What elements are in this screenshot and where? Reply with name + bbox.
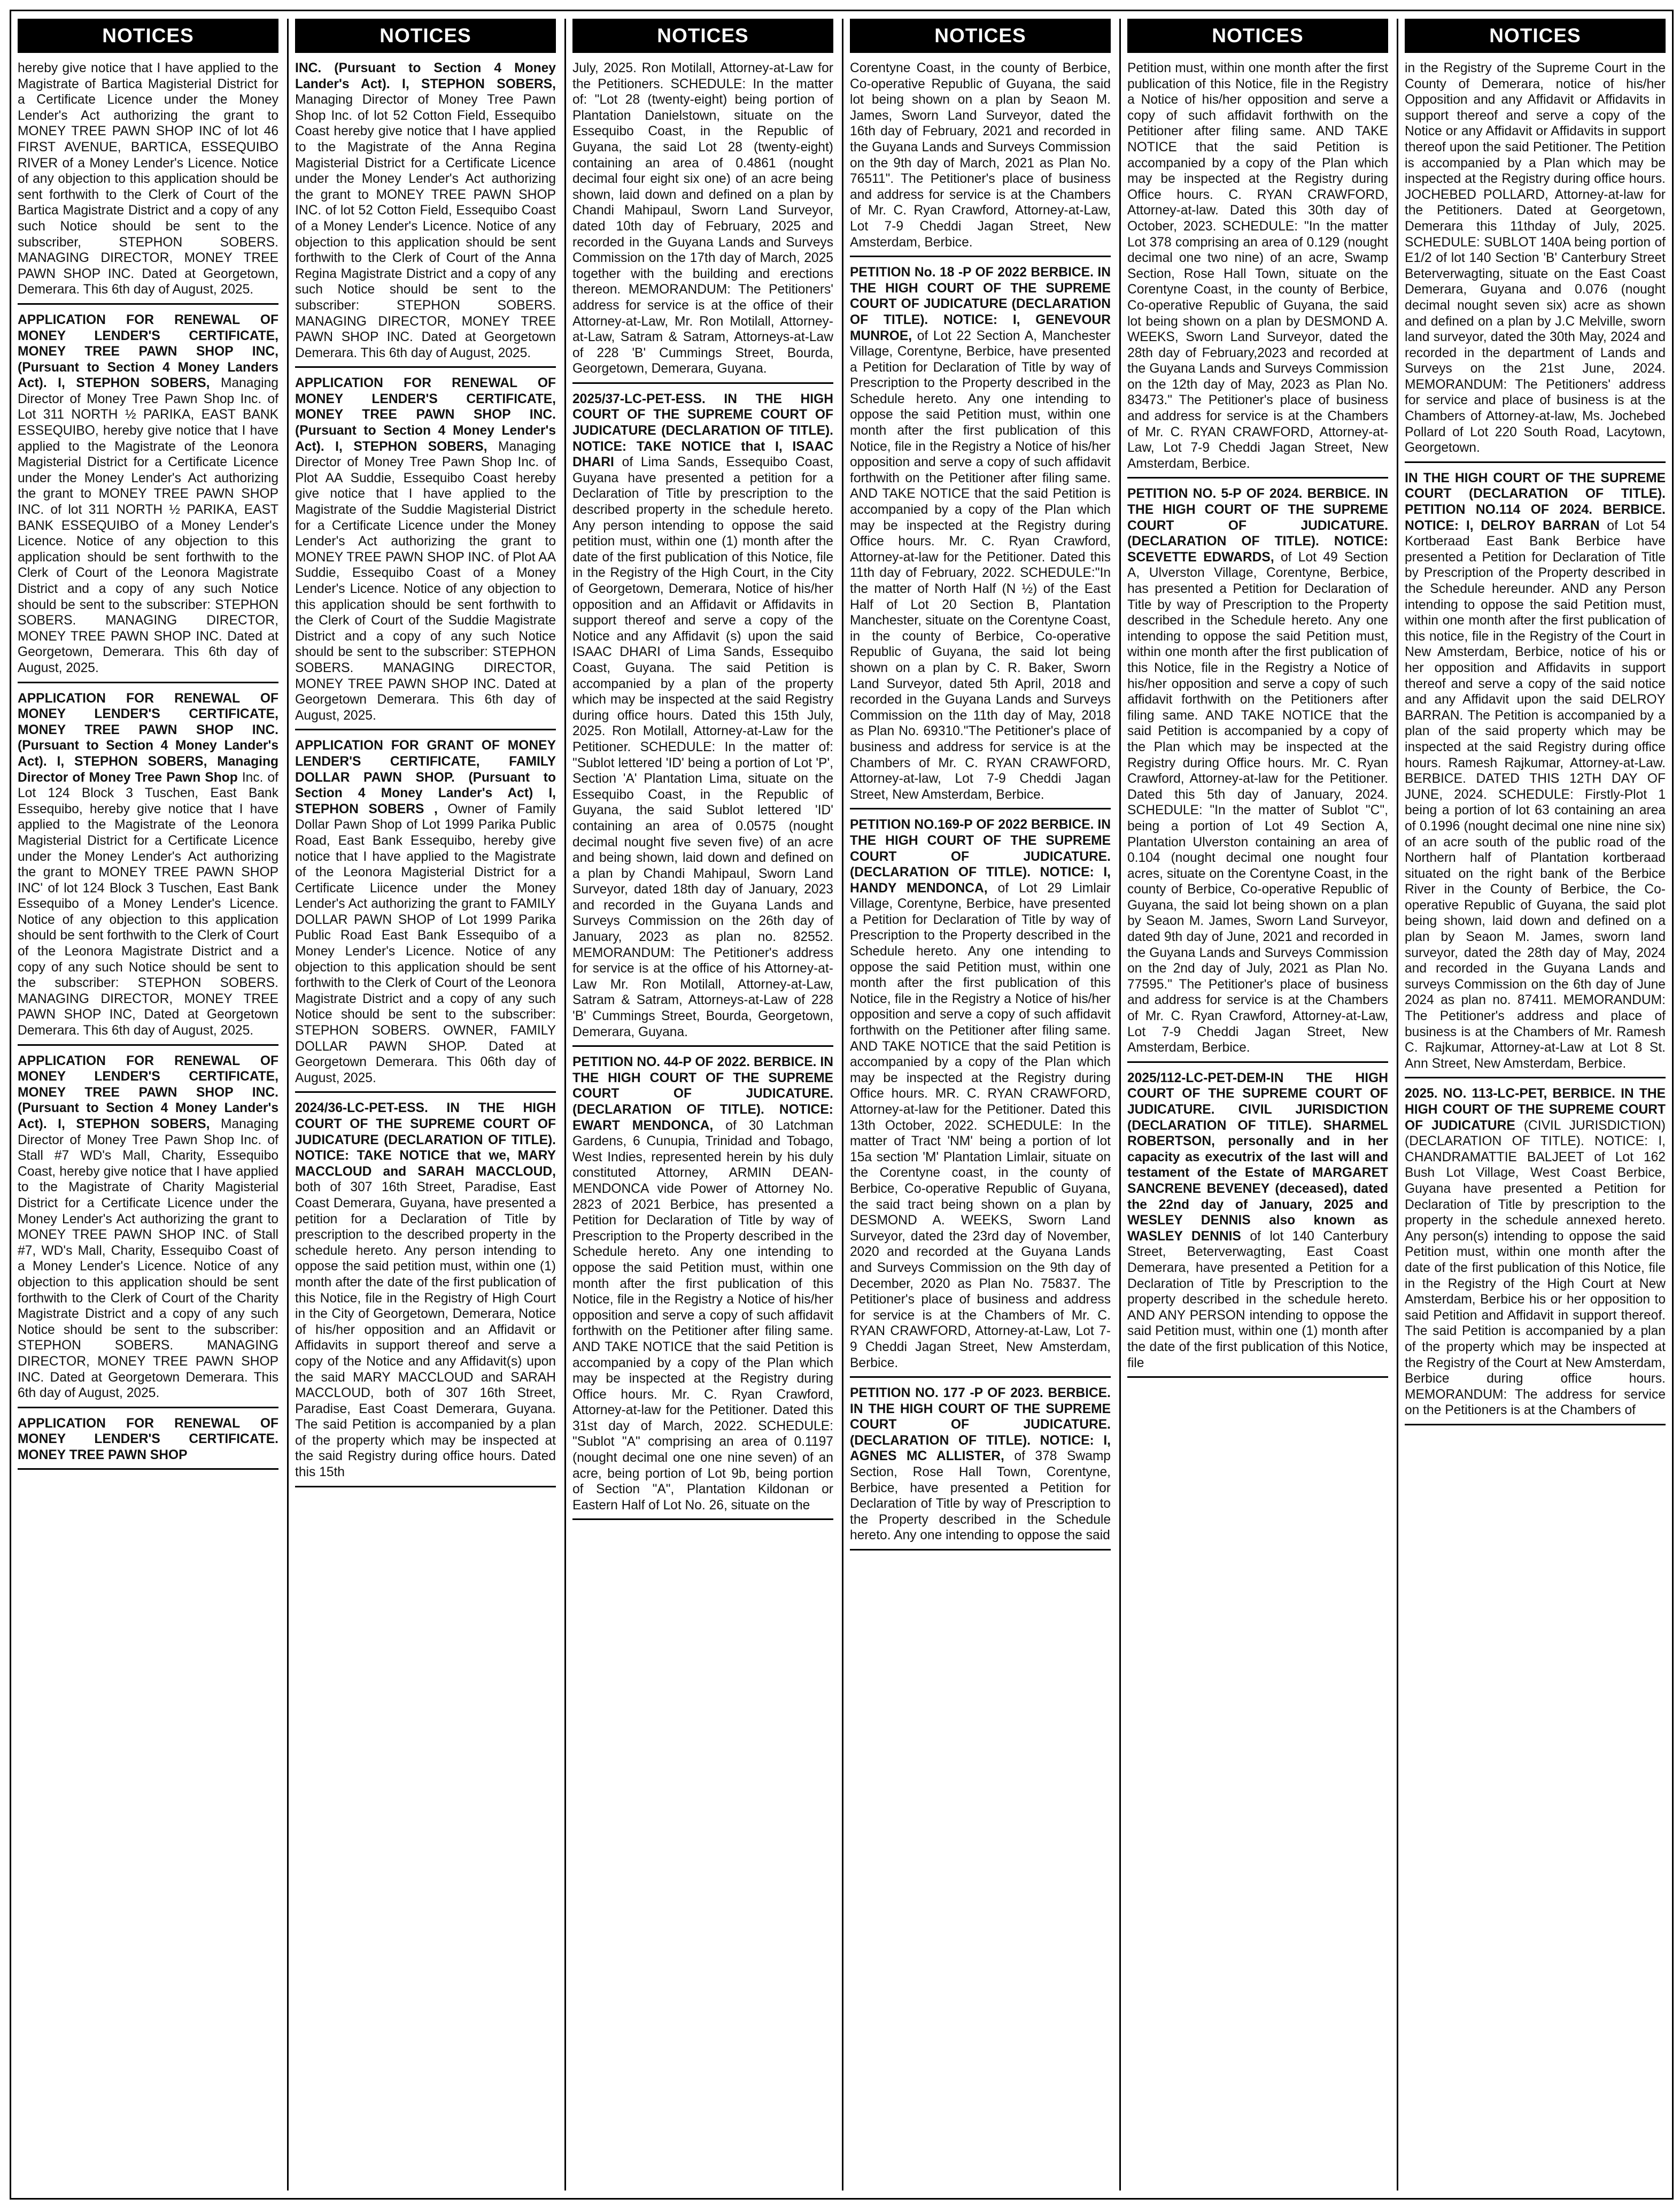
legal-notice [850, 263, 1111, 809]
notice-heading: PETITION NO. 5-P OF 2024. BERBICE. IN THE HIGH COURT OF THE SUPREME COURT OF JUDICATURE. (DECLARATION OF TITLE). NOTICE: SCEVETTE EDWARDS, [1127, 487, 1388, 565]
notice-heading: PETITION NO. 177 -P OF 2023. BERBICE. IN THE HIGH COURT OF THE SUPREME COURT OF JUDICATURE. (DECLARATION OF TITLE). NOTICE: I, AGNES MC ALLISTER, [850, 1386, 1111, 1464]
notice-text: in the Registry of the Supreme Court in the County of Demerara, notice of his/her Opposition and any Affidavit or Affidavits in support thereof and serve a copy of the Notice or any Affidavit or Affidavits in support thereof upon the said Petitioner. The Petition is accompanied by a Plan which may be inspected at the Registry during office hours. JOCHEBED POLLARD, Attorney-at-law for the Petitioners. Dated at Georgetown, Demerara this 11thday of July, 2025. SCHEDULE: SUBLOT 140A being portion of E1/2 of lot 140 Section 'B' Canterbury Street Beterverwagting, situate on the East Coast Demerara, Guyana and 0.076 (nought decimal nought seven six) acre as shown and defined on a plan by J.C Melville, sworn land surveyor, dated the 30th May, 2024 and recorded in the department of Lands and Surveys on the 21st June, 2024. MEMORANDUM: The Petitioners' address for service and place of business is at the Chambers of Attorney-at-law, Ms. Jochebed Pollard of Lot 220 South Road, Lacytown, Georgetown. [1405, 61, 1666, 456]
notices-column-4 [850, 19, 1111, 2190]
notice-heading: APPLICATION FOR RENEWAL OF MONEY LENDER'S CERTIFICATE, MONEY TREE PAWN SHOP INC. (Pursuant to Section 4 Money Lender's Act). I, STEPHON SOBERS, [295, 376, 556, 454]
column-body [1127, 58, 1388, 1378]
notices-column-3 [572, 19, 833, 2190]
column-header: NOTICES [572, 19, 833, 53]
notice-heading: APPLICATION FOR RENEWAL OF MONEY LENDER'S CERTIFICATE. MONEY TREE PAWN SHOP [18, 1416, 278, 1462]
legal-notice [572, 1052, 833, 1520]
notices-column-5 [1127, 19, 1388, 2190]
notice-text: July, 2025. Ron Motilall, Attorney-at-Law for the Petitioners. SCHEDULE: In the matter of: "Lot 28 (twenty-eight) being portion of Plantation Danielstown, situate on the Essequibo Coast, in the Republic of Guyana, the said Lot 28 (twenty-eight) containing an area of 0.4861 (nought decimal four eight six one) of an acre being shown, laid down and defined on a plan by Chandi Mahipaul, Sworn Land Surveyor, dated 10th day of February, 2025 and recorded in the Guyana Lands and Surveys Commission on the 17th day of March, 2025 together with the building and erections thereon. MEMORANDUM: The Petitioners' address for service is at the office of their Attorney-at-Law, Mr. Ron Motilall, Attorney-at-Law, Satram & Satram, Attorneys-at-Law of 228 'B' Cummings Street, Bourda, Georgetown, Demerara, Guyana. [572, 61, 833, 376]
notice-text: (CIVIL JURISDICTION) (DECLARATION OF TITLE). NOTICE: I, CHANDRAMATTIE BALJEET of Lot 162 Bush Lot Village, West Coast Berbice, Guyana have presented a Petition for Declaration of Title by prescription to the property in the schedule annexed hereto. Any person(s) intending to oppose the said Petition must, within one month after the date of the first publication of this Notice, file in the Registry of the High Court at New Amsterdam, Berbice his or her opposition to said Petition and Affidavit in support thereof. The said Petition is accompanied by a plan of the property which may be inspected at the Registry of the Court at New Amsterdam, Berbice during office hours. MEMORANDUM: The address for service on the Petitioners is at the Chambers of [1405, 1118, 1666, 1418]
legal-notice [295, 1098, 556, 1487]
notice-text: Inc. of Lot 124 Block 3 Tuschen, East Bank Essequibo, hereby give notice that I have applied to the Magistrate of the Leonora Magisterial District for a Certificate Licence under the Money Lender's Act authorizing the grant to MONEY TREE PAWN SHOP INC' of lot 124 Block 3 Tuschen, East Bank Essequibo of a Money Lender's Licence. Notice of any objection to this application should be sent forthwith to the Clerk of Court of the Leonora Magistrate District and a copy of any such Notice should be sent to the subscriber: STEPHON SOBERS. MANAGING DIRECTOR, MONEY TREE PAWN SHOP INC, Dated at Georgetown Demerara. This 6th day of August, 2025. [18, 770, 278, 1038]
legal-notice [850, 1383, 1111, 1551]
legal-notice [1127, 484, 1388, 1062]
legal-notice [295, 58, 556, 368]
notice-text: of 30 Latchman Gardens, 6 Cunupia, Trinidad and Tobago, West Indies, represented herein by his duly constituted Attorney, ARMIN DEAN-MENDONCA vide Power of Attorney No. 2823 of 2021 Berbice, has presented a Petition for Declaration of Title by way of Prescription to the Property described in the Schedule hereto. Any one intending to oppose the said Petition must, within one month after the first publication of this Notice, file in the Registry a Notice of his/her opposition and serve a copy of such affidavit forthwith on the Petitioner after filing same. AND TAKE NOTICE that the said Petition is accompanied by a copy of the Plan which may be inspected at the Registry during Office hours. Mr. C. Ryan Crawford, Attorney-at-law for the Petitioner. Dated this 31st day of March, 2022. SCHEDULE: "Sublot "A" comprising an area of 0.1197 (nought decimal one one nine seven) of an acre, being portion of Lot 9b, being portion of Section "A", Plantation Kildonan or Eastern Half of Lot No. 26, situate on the [572, 1118, 833, 1513]
legal-notice [18, 689, 278, 1046]
notice-heading: APPLICATION FOR RENEWAL OF MONEY LENDER'S CERTIFICATE, MONEY TREE PAWN SHOP INC. (Pursuant to Section 4 Money Lander's Act). I, STEPHON SOBERS, [18, 1053, 278, 1131]
column-divider [1397, 19, 1398, 2190]
notices-column-6 [1405, 19, 1666, 2190]
notice-heading: 2025/112-LC-PET-DEM-IN THE HIGH COURT OF THE SUPREME COURT OF JUDICATURE. CIVIL JURISDICTION (DECLARATION OF TITLE). SHARMEL ROBERTSON, personally and in her capacity as executrix of the last will and testament of the Estate of MARGARET SANCRENE BEVENEY (deceased), dated the 22nd day of January, 2025 and WESLEY DENNIS also known as WASLEY DENNIS [1127, 1070, 1388, 1244]
notice-text: Petition must, within one month after the first publication of this Notice, file in the Registry a Notice of his/her opposition and serve a copy of such affidavit forthwith on the Petitioner after filing same. AND TAKE NOTICE that the said Petition is accompanied by a copy of the Plan which may be inspected at the Registry during Office hours. C. RYAN CRAWFORD, Attorney-at-law. Dated this 30th day of October, 2023. SCHEDULE: "In the matter Lot 378 comprising an area of 0.129 (nought decimal one two nine) of an acre, Swamp Section, Rose Hall Town, situate on the Corentyne Coast, in the county of Berbice, Co-operative Republic of Guyana, the said lot being shown on a plan by DESMOND A. WEEKS, Sworn Land Surveyor, dated the 28th day of February,2023 and recorded at the Guyana Lands and Surveys Commission on the 12th day of May, 2023 as Plan No. 83473." The Petitioner's place of business and address for service is at the Chambers of Mr. C. RYAN CRAWFORD, Attorney-at-Law, Lot 7-9 Cheddi Jagan Street, New Amsterdam, Berbice. [1127, 61, 1388, 471]
column-divider [842, 19, 843, 2190]
notice-text: of Lot 54 Kortberaad East Bank Berbice have presented a Petition for Declaration of Title by Prescription of the Property described in the Schedule hereunder. AND any Person intending to oppose the said Petition must, within one month after the first publication of this notice, file in the Registry of the Court in New Amsterdam, Berbice, notice of his or her opposition and Affidavits in support thereof and serve a copy of the said notice and any Affidavit upon the said DELROY BARRAN. The Petition is accompanied by a plan of the said property which may be inspected at the said Registry during office hours. Ramesh Rajkumar, Attorney-at-Law. BERBICE. DATED THIS 12TH DAY OF JUNE, 2024. SCHEDULE: Firstly-Plot 1 being a portion of lot 63 containing an area of 0.1996 (nought decimal one nine nine six) of an acre south of the public road of the Northern half of Plantation kortberaad situated on the right bank of the Berbice River in the County of Berbice, the Co-operative Republic of Guyana, the said plot being shown, laid down and defined on a plan by Seaon M. James, sworn land surveyor, dated the 28th day of May, 2024 and recorded in the Guyana Lands and surveys Commission on the 6th day of June 2024 as plan no. 87411. MEMORANDUM: The Petitioner's address and place of business is at the Chambers of Mr. Ramesh C. Rajkumar, Attorney-at-Law at Lot 8 St. Ann Street, New Amsterdam, Berbice. [1405, 518, 1666, 1071]
notice-text: both of 307 16th Street, Paradise, East Coast Demerara, Guyana, have presented a petition for a Declaration of Title by prescription to the described property in the schedule hereto. Any person intending to oppose the said petition must, within one (1) month after the date of the first publication of this Notice, file in the Registry of High Court in the City of Georgetown, Demerara, Notice of his/her opposition and an Affidavit or Affidavits in support thereof and serve a copy of the Notice and any Affidavit(s) upon the said MARY MACCLOUD and SARAH MACCLOUD, both of 307 16th Street, Paradise, East Coast Demerara, Guyana. The said Petition is accompanied by a plan of the property which may be inspected at the said Registry during office hours. Dated this 15th [295, 1180, 556, 1480]
notice-text: of 378 Swamp Section, Rose Hall Town, Corentyne, Berbice, have presented a Petition for Declaration of Title by way of Prescription to the Property described in the Schedule hereto. Any one intending to oppose the said [850, 1449, 1111, 1543]
notice-text: Managing Director of Money Tree Pawn Shop Inc. of Plot AA Suddie, Essequibo Coast hereby give notice that I have applied to the Magistrate of the Suddie Magisterial District for a Certificate Licence under the Money Lender's Act authorizing the grant to MONEY TREE PAWN SHOP INC. of Plot AA Suddie, Essequibo Coast of a Money Lender's Licence. Notice of any objection to this application should be sent forthwith to the Clerk of Court of the Suddie Magistrate District and a copy of any such Notice should be sent to the subscriber: STEPHON SOBERS. MANAGING DIRECTOR, MONEY TREE PAWN SHOP INC. Dated at Georgetown Demerara. This 6th day of August, 2025. [295, 439, 556, 723]
legal-notice [572, 389, 833, 1047]
notice-text: Owner of Family Dollar Pawn Shop of Lot 1999 Parika Public Road, East Bank Essequibo, hereby give notice that I have applied to the Magistrate of the Leonora Magisterial District for a Certificate Liicence under the Money Lender's Act authorizing the grant to FAMILY DOLLAR PAWN SHOP of Lot 1999 Parika Public Road East Bank Essequibo of a Money Lender's Licence. Notice of any objection to this application should be sent forthwith to the Clerk of Court of the Leonora Magistrate District and a copy of any such Notice should be sent to the subscriber: STEPHON SOBERS. OWNER, FAMILY DOLLAR PAWN SHOP. Dated at Georgetown Demerara. This 06th day of August, 2025. [295, 801, 556, 1085]
notice-heading: 2025/37-LC-PET-ESS. IN THE HIGH COURT OF THE SUPREME COURT OF JUDICATURE (DECLARATION OF TITLE). NOTICE: TAKE NOTICE that I, ISAAC DHARI [572, 391, 833, 470]
legal-notice [1405, 1084, 1666, 1425]
column-divider [287, 19, 289, 2190]
notice-heading: IN THE HIGH COURT OF THE SUPREME COURT (DECLARATION OF TITLE). PETITION NO.114 OF 2024. BERBICE. NOTICE: I, DELROY BARRAN [1405, 470, 1666, 533]
notice-heading: 2025. NO. 113-LC-PET, BERBICE. IN THE HIGH COURT OF THE SUPREME COURT OF JUDICATURE [1405, 1086, 1666, 1133]
notice-text: Managing Director of Money Tree Pawn Shop Inc. of Lot 311 NORTH ½ PARIKA, EAST BANK ESSEQUIBO, hereby give notice that I have applied to the Magistrate of the Leonora Magisterial District for a Certificate Licence under the Money Lender's Act authorizing the grant to MONEY TREE PAWN SHOP INC. of lot 311 NORTH ½ PARIKA, EAST BANK ESSEQUIBO of a Money Lender's Licence. Notice of any objection to this application should be sent forthwith to the Clerk of Court of the Leonora Magistrate District and a copy of any such Notice should be sent to the subscriber: STEPHON SOBERS. MANAGING DIRECTOR, MONEY TREE PAWN SHOP INC. Dated at Georgetown, Demerara. This 6th day of August, 2025. [18, 376, 278, 675]
column-header: NOTICES [1127, 19, 1388, 53]
newspaper-page [10, 10, 1674, 2200]
legal-notice [18, 310, 278, 683]
notice-heading: PETITION NO. 44-P OF 2022. BERBICE. IN THE HIGH COURT OF THE SUPREME COURT OF JUDICATURE. (DECLARATION OF TITLE). NOTICE: EWART MENDONCA, [572, 1055, 833, 1133]
notice-text: of lot 140 Canterbury Street, Beterverwagting, East Coast Demerara, have presented a Petition for a Declaration of Title by Prescription to the property described in the schedule hereto. AND ANY PERSON intending to oppose the said Petition must, within one (1) month after the date of the first publication of this Notice, file [1127, 1229, 1388, 1370]
notice-text: Managing Director of Money Tree Pawn Shop Inc. of lot 52 Cotton Field, Essequibo Coast hereby give notice that I have applied to the Magistrate of the Anna Regina Magisterial District for a Certificate Licence under the Money Lender's Act authorizing the grant to MONEY TREE PAWN SHOP INC. of lot 52 Cotton Field, Essequibo Coast of a Money Lender's Licence. Notice of any objection to this application should be sent forthwith to the Clerk of Court of the Anna Regina Magistrate District and a copy of any such Notice should be sent to the subscriber: STEPHON SOBERS. MANAGING DIRECTOR, MONEY TREE PAWN SHOP INC. Dated at Georgetown Demerara. This 6th day of August, 2025. [295, 92, 556, 360]
notice-heading: APPLICATION FOR GRANT OF MONEY LENDER'S CERTIFICATE, FAMILY DOLLAR PAWN SHOP. (Pursuant to Section 4 Money Lander's Act) I, STEPHON SOBERS , [295, 738, 556, 816]
legal-notice [295, 736, 556, 1093]
notices-column-1 [18, 19, 278, 2190]
notices-column-2 [295, 19, 556, 2190]
notice-text: Corentyne Coast, in the county of Berbice, Co-operative Republic of Guyana, the said lot being shown on a plan by Seaon M. James, Sworn Land Surveyor, dated the 16th day of February, 2021 and recorded in the Guyana Lands and Surveys Commission on the 9th day of March, 2021 as Plan No. 76511". The Petitioner's place of business and address for service is at the Chambers of Mr. C. Ryan Crawford, Attorney-at-Law, Lot 7-9 Cheddi Jagan Street, New Amsterdam, Berbice. [850, 61, 1111, 250]
legal-notice [850, 58, 1111, 257]
legal-notice [18, 1414, 278, 1470]
column-body [18, 58, 278, 1470]
notice-heading: 2024/36-LC-PET-ESS. IN THE HIGH COURT OF THE SUPREME COURT OF JUDICATURE (DECLARATION OF TITLE). NOTICE: TAKE NOTICE that we, MARY MACCLOUD and SARAH MACCLOUD, [295, 1101, 556, 1179]
notice-heading: APPLICATION FOR RENEWAL OF MONEY LENDER'S CERTIFICATE, MONEY TREE PAWN SHOP INC, (Pursuant to Section 4 Money Landers Act). I, STEPHON SOBERS, [18, 312, 278, 391]
notice-text: of Lot 29 Limlair Village, Corentyne, Berbice, have presented a Petition for Declaration of Title by way of Prescription to the Property described in the Schedule hereto. Any one intending to oppose the said Petition must, within one month after the first publication of this Notice, file in the Registry a Notice of his/her opposition and serve a copy of such affidavit forthwith on the Petitioner after filing same. AND TAKE NOTICE that the said Petition is accompanied by a copy of the Plan which may be inspected at the Registry during Office hours. MR. C. RYAN CRAWFORD, Attorney-at-law for the Petitioner. Dated this 13th October, 2022. SCHEDULE: In the matter of Tract 'NM' being a portion of lot 15a section 'M' Plantation Limlair, situate on the Corentyne coast, in the county of Berbice, Co-operative Republic of Guyana, the said tract being shown on a plan by DESMOND A. WEEKS, Sworn Land Surveyor, dated the 23rd day of November, 2020 and recorded at the Guyana Lands and Surveys Commission on the 9th day of December, 2020 as Plan No. 75837. The Petitioner's place of business and address for service is at the Chambers of Mr. C. RYAN CRAWFORD, Attorney-at-Law, Lot 7-9 Cheddi Jagan Street, New Amsterdam, Berbice. [850, 881, 1111, 1370]
legal-notice [1127, 58, 1388, 479]
legal-notice [1405, 468, 1666, 1079]
legal-notice [18, 1051, 278, 1408]
notice-text: Managing Director of Money Tree Pawn Shop Inc. of Stall #7 WD's Mall, Charity, Essequibo Coast, hereby give notice that I have applied to the Magistrate of Charity Magisterial District for a Certificate Licence under the Money Lender's Act authorizing the grant to MONEY TREE PAWN SHOP INC. of Stall #7, WD's Mall, Charity, Essequibo Coast of a Money Lender's Licence. Notice of any objection to this application should be sent forthwith to the Clerk of Court of the Charity Magistrate District and a copy of any such Notice should be sent to the subscriber: STEPHON SOBERS. MANAGING DIRECTOR, MONEY TREE PAWN SHOP INC. Dated at Georgetown Demerara. This 6th day of August, 2025. [18, 1117, 278, 1401]
notice-text: of Lot 49 Section A, Ulverston Village, Corentyne, Berbice, has presented a Petition for Declaration of Title by way of Prescription to the Property described in the Schedule hereto. Any one intending to oppose the said Petition must, within one month after the first publication of this Notice, file in the Registry a Notice of his/her opposition and serve a copy of such affidavit forthwith on the Petitioners after filing same. AND TAKE NOTICE that the said Petition is accompanied by a copy of the Plan which may be inspected at the Registry during Office hours. Mr. C. Ryan Crawford, Attorney-at-law for the Petitioner. Dated this 5th day of January, 2024. SCHEDULE: "In the matter of Sublot "C", being a portion of Lot 49 Section A, Plantation Ulverston containing an area of 0.104 (nought decimal one nought four acres, situate on the Corentyne Coast, in the county of Berbice, Co-operative Republic of Guyana, the said lot being shown on a plan by Seaon M. James, Sworn Land Surveyor, dated 9th day of June, 2021 and recorded in the Guyana Lands and Surveys Commission on the 2nd day of July, 2021 as Plan No. 77595." The Petitioner's place of business and address for service is at the Chambers of Mr. C. Ryan Crawford, Attorney-at-Law, Lot 7-9 Cheddi Jagan Street, New Amsterdam, Berbice. [1127, 550, 1388, 1055]
notice-heading: INC. (Pursuant to Section 4 Money Lander's Act). I, STEPHON SOBERS, [295, 61, 556, 91]
notice-heading: APPLICATION FOR RENEWAL OF MONEY LENDER'S CERTIFICATE, MONEY TREE PAWN SHOP INC. (Pursuant to Section 4 Money Lander's Act). I, STEPHON SOBERS, Managing Director of Money Tree Pawn Shop [18, 691, 278, 785]
column-body [572, 58, 833, 1520]
legal-notice [295, 373, 556, 730]
notice-heading: PETITION NO.169-P OF 2022 BERBICE. IN THE HIGH COURT OF THE SUPREME COURT OF JUDICATURE. (DECLARATION OF TITLE). NOTICE: I, HANDY MENDONCA, [850, 817, 1111, 896]
notice-text: of Lot 22 Section A, Manchester Village, Corentyne, Berbice, have presented a Petition for Declaration of Title by way of Prescription to the Property described in the Schedule hereto. Any one intending to oppose the said Petition must, within one month after the first publication of this Notice, file in the Registry a Notice of his/her opposition and serve a copy of such affidavit forthwith on the Petitioner after filing same. AND TAKE NOTICE that the said Petition is accompanied by a copy of the Plan which may be inspected at the Registry during Office hours. Mr. C. Ryan Crawford, Attorney-at-law for the Petitioner. Dated this 11th day of February, 2022. SCHEDULE:"In the matter of North Half (N ½) of the East Half of Lot 20 Section B, Plantation Manchester, situate on the Corentyne Coast, in the county of Berbice, Co-operative Republic of Guyana, the said lot being shown on a plan by C. R. Baker, Sworn Land Surveyor, dated 5th April, 2018 and recorded in the Guyana Lands and Surveys Commission on the 11th day of May, 2018 as Plan No. 69310."The Petitioner's place of business and address for service is at the Chambers of Mr. C. RYAN CRAWFORD, Attorney-at-law, Lot 7-9 Cheddi Jagan Street, New Amsterdam, Berbice. [850, 328, 1111, 802]
legal-notice [850, 815, 1111, 1378]
column-body [1405, 58, 1666, 1425]
column-header: NOTICES [18, 19, 278, 53]
column-divider [1119, 19, 1121, 2190]
legal-notice [1127, 1068, 1388, 1378]
legal-notice [1405, 58, 1666, 463]
column-divider [564, 19, 566, 2190]
column-header: NOTICES [1405, 19, 1666, 53]
column-header: NOTICES [295, 19, 556, 53]
column-body [850, 58, 1111, 1551]
notice-text: hereby give notice that I have applied to the Magistrate of Bartica Magisterial District for a Certificate Licence under the Money Lender's Act authorizing the grant to MONEY TREE PAWN SHOP INC of lot 46 FIRST AVENUE, BARTICA, ESSEQUIBO RIVER of a Money Lender's Licence. Notice of any objection to this application should be sent forthwith to the Clerk of Court of the Bartica Magistrate District and a copy of any such Notice should be sent to the subscriber, STEPHON SOBERS. MANAGING DIRECTOR, MONEY TREE PAWN SHOP INC. Dated at Georgetown, Demerara. This 6th day of August, 2025. [18, 61, 278, 297]
notice-text: of Lima Sands, Essequibo Coast, Guyana have presented a petition for a Declaration of Title by prescription to the described property in the schedule hereto. Any person intending to oppose the said petition must, within one (1) month after the date of the first publication of this Notice, file in the Registry of the High Court, in the City of Georgetown, Demerara, Notice of his/her opposition and an Affidavit or Affidavits in support thereof and serve a copy of the Notice and any Affidavit (s) upon the said ISAAC DHARI of Lima Sands, Essequibo Coast, Guyana. The said Petition is accompanied by a plan of the property which may be inspected at the said Registry during office hours. Dated this 15th July, 2025. Ron Motilall, Attorney-at-Law for the Petitioner. SCHEDULE: In the matter of: "Sublot lettered 'ID' being a portion of Lot 'P', Section 'A' Plantation Lima, situate on the Essequibo Coast, in the Republic of Guyana, the said Sublot lettered 'ID' containing an area of 0.0575 (nought decimal nought five seven five) of an acre and being shown, laid down and defined on a plan by Chandi Mahipaul, Sworn Land Surveyor, dated 18th day of January, 2023 and recorded in the Guyana Lands and Surveys Commission on the 26th day of January, 2023 as plan no. 82552. MEMORANDUM: The Petitioner's address for service is at the office of his Attorney-at-Law Mr. Ron Motilall, Attorney-at-Law, Satram & Satram, Attorneys-at-Law of 228 'B' Cummings Street, Bourda, Georgetown, Demerara, Guyana. [572, 455, 833, 1039]
column-body [295, 58, 556, 1487]
notice-heading: PETITION No. 18 -P OF 2022 BERBICE. IN THE HIGH COURT OF THE SUPREME COURT OF JUDICATURE (DECLARATION OF TITLE). NOTICE: I, GENEVOUR MUNROE, [850, 265, 1111, 343]
legal-notice [18, 58, 278, 305]
column-header: NOTICES [850, 19, 1111, 53]
legal-notice [572, 58, 833, 384]
